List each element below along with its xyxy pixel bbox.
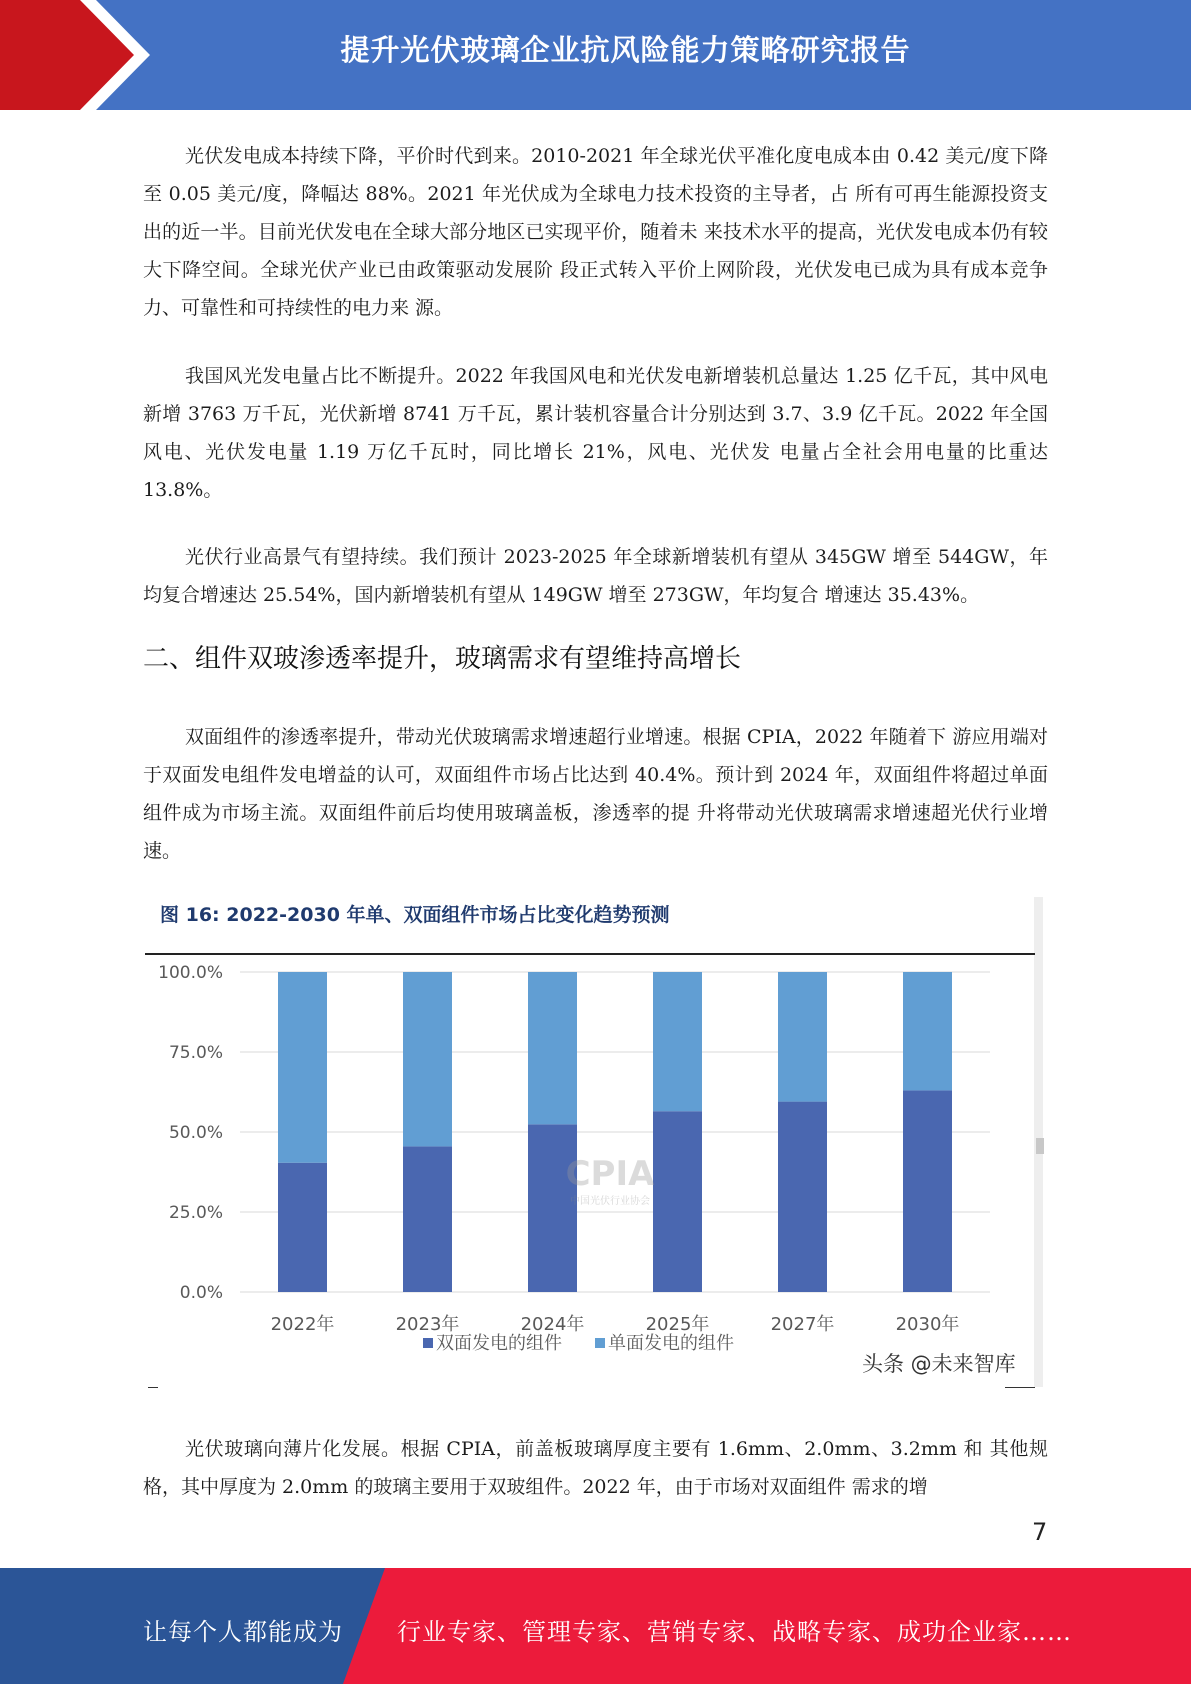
legend-label: 单面发电的组件	[608, 1333, 734, 1354]
chart-legend	[423, 1333, 734, 1354]
stacked-bar-chart	[150, 897, 1043, 1389]
bar-segment-monofacial	[528, 972, 577, 1124]
chart-gridlines	[240, 972, 990, 1292]
footer-slogan-left: 让每个人都能成为	[143, 1618, 343, 1646]
section-heading: 二、组件双玻渗透率提升，玻璃需求有望维持高增长	[143, 644, 742, 674]
x-tick-label: 2022年	[270, 1314, 335, 1335]
bar-segment-bifacial	[903, 1090, 952, 1292]
paragraph-5: 光伏玻璃向薄片化发展。根据 CPIA，前盖板玻璃厚度主要有 1.6mm、2.0mm、3.2mm 和 其他规格，其中厚度为 2.0mm 的玻璃主要用于双玻组件。2022 年，由于市场对双面组件 需求的增	[143, 1438, 1048, 1498]
bar-segment-bifacial	[653, 1111, 702, 1292]
paragraph-4: 双面组件的渗透率提升，带动光伏玻璃需求增速超行业增速。根据 CPIA，2022 年随着下 游应用端对于双面发电组件发电增益的认可，双面组件市场占比达到 40.4%。预计到 2024 年，双面组件将超过单面组件成为市场主流。双面组件前后均使用玻璃盖板，渗透率的提 升将带动光伏玻璃需求增速超光伏行业增速。	[143, 726, 1048, 862]
bar-segment-bifacial	[403, 1146, 452, 1292]
figure-caption: 图 16: 2022-2030 年单、双面组件市场占比变化趋势预测	[160, 904, 670, 926]
legend-swatch	[595, 1338, 605, 1348]
bar-segment-bifacial	[778, 1102, 827, 1292]
bar-segment-monofacial	[903, 972, 952, 1090]
figure-credit: 头条 @未来智库	[862, 1352, 1016, 1376]
x-tick-label: 2024年	[520, 1314, 585, 1335]
bar-segment-monofacial	[778, 972, 827, 1102]
cpia-watermark-logo: CPIA	[565, 1154, 655, 1194]
cpia-watermark	[566, 1154, 656, 1207]
x-tick-label: 2030年	[895, 1314, 960, 1335]
paragraph-2: 我国风光发电量占比不断提升。2022 年我国风电和光伏发电新增装机总量达 1.25 亿千瓦，其中风电新增 3763 万千瓦，光伏新增 8741 万千瓦，累计装机容量合计分别达到 3.7、3.9 亿千瓦。2022 年全国风电、光伏发电量 1.19 万亿千瓦时，同比增长 21%，风电、光伏发 电量占全社会用电量的比重达 13.8%。	[143, 365, 1048, 501]
chart-y-axis	[158, 963, 223, 1303]
bar-segment-bifacial	[278, 1163, 327, 1292]
x-tick-label: 2025年	[645, 1314, 710, 1335]
paragraph-3: 光伏行业高景气有望持续。我们预计 2023-2025 年全球新增装机有望从 345GW 增至 544GW，年均复合增速达 25.54%，国内新增装机有望从 149GW 增至 273GW，年均复合 增速达 35.43%。	[143, 546, 1048, 606]
x-tick-label: 2027年	[770, 1314, 835, 1335]
y-tick-label: 100.0%	[158, 963, 223, 983]
chart-x-axis	[271, 1313, 960, 1335]
report-title: 提升光伏玻璃企业抗风险能力策略研究报告	[340, 33, 911, 67]
page-header	[0, 0, 1191, 110]
y-tick-label: 0.0%	[179, 1283, 223, 1303]
legend-label: 双面发电的组件	[436, 1333, 562, 1354]
figure-bottom-mark-left	[148, 1387, 158, 1388]
bar-segment-monofacial	[403, 972, 452, 1146]
cpia-watermark-subtitle: 中国光伏行业协会	[570, 1196, 650, 1207]
paragraph-1: 光伏发电成本持续下降，平价时代到来。2010-2021 年全球光伏平准化度电成本由 0.42 美元/度下降至 0.05 美元/度，降幅达 88%。2021 年光伏成为全球电力技术投资的主导者，占 所有可再生能源投资支出的近一半。目前光伏发电在全球大部分地区已实现平价，随着未 来技术水平的提高，光伏发电成本仍有较大下降空间。全球光伏产业已由政策驱动发展阶 段正式转入平价上网阶段，光伏发电已成为具有成本竞争力、可靠性和可持续性的电力来 源。	[143, 145, 1048, 319]
y-tick-label: 25.0%	[168, 1203, 223, 1223]
y-tick-label: 50.0%	[168, 1123, 223, 1143]
bar-segment-monofacial	[653, 972, 702, 1111]
y-tick-label: 75.0%	[168, 1043, 223, 1063]
legend-swatch	[423, 1338, 433, 1348]
bar-segment-bifacial	[528, 1124, 577, 1292]
footer-slogan-right: 行业专家、管理专家、营销专家、战略专家、成功企业家……	[397, 1618, 1072, 1646]
bar-segment-monofacial	[278, 972, 327, 1163]
x-tick-label: 2023年	[395, 1314, 460, 1335]
page-number: 7	[1032, 1518, 1048, 1546]
figure-bottom-mark-right	[1005, 1387, 1035, 1388]
